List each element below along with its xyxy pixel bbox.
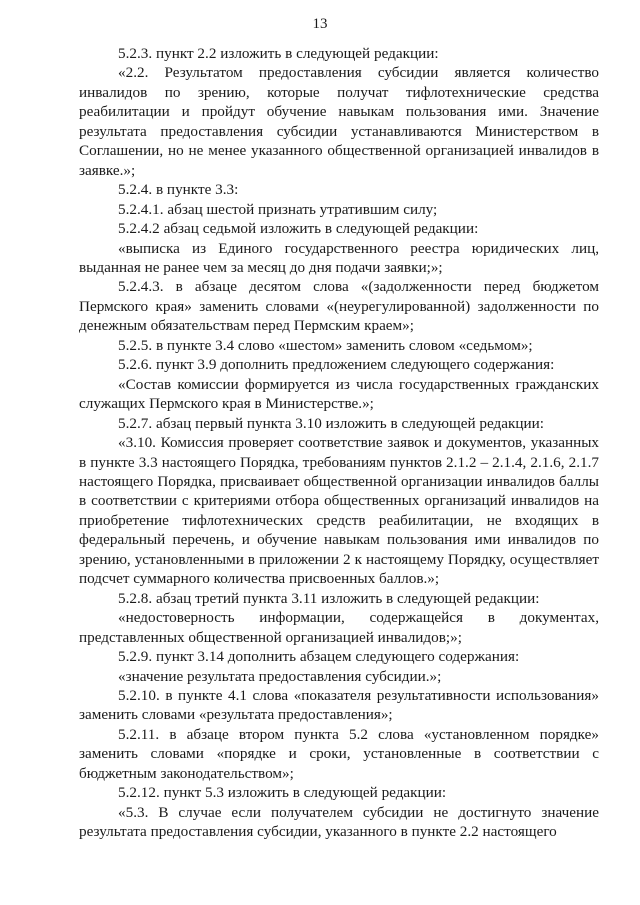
paragraph: 5.2.3. пункт 2.2 изложить в следующей редакции: <box>118 45 439 62</box>
paragraph: «выписка из Единого государственного реестра юридических лиц, выданная не ранее чем за месяц до дня подачи заявки;»; <box>79 239 599 276</box>
page-number: 13 <box>312 16 328 32</box>
paragraph: «2.2. Результатом предоставления субсидии является количество инвалидов по зрению, которые получат тифлотехнические средства реабилитации и пройдут обучение навыкам пользования ими. Значение результата предоставления субсидии устанавливаются Министерством в Соглашении, но не менее указанного общественной организацией инвалидов в заявке.»; <box>79 64 599 179</box>
paragraph: 5.2.4.1. абзац шестой признать утратившим силу; <box>118 200 438 218</box>
paragraph: 5.2.9. пункт 3.14 дополнить абзацем следующего содержания: <box>118 648 520 666</box>
paragraph: 5.2.7. абзац первый пункта 3.10 изложить в следующей редакции: <box>118 414 544 432</box>
paragraph: 5.2.11. в абзаце втором пункта 5.2 слова «установленном порядке» заменить словами «порядке и сроки, установленные в соответствии с бюджетным законодательством»; <box>79 725 599 782</box>
paragraph: 5.2.4. в пункте 3.3: <box>118 181 239 199</box>
paragraph: 5.2.4.2 абзац седьмой изложить в следующей редакции: <box>118 220 479 238</box>
document-body <box>79 44 599 842</box>
paragraph: 5.2.4.3. в абзаце десятом слова «(задолженности перед бюджетом Пермского края» заменить словами «(неурегулированной) задолженности по денежным обязательствам перед Пермским краем»; <box>79 278 599 335</box>
paragraph: 5.2.6. пункт 3.9 дополнить предложением следующего содержания: <box>118 356 555 374</box>
paragraph: 5.2.8. абзац третий пункта 3.11 изложить в следующей редакции: <box>118 589 540 607</box>
paragraph: «3.10. Комиссия проверяет соответствие заявок и документов, указанных в пункте 3.3 настоящего Порядка, требованиям пунктов 2.1.2 – 2.1.4, 2.1.6, 2.1.7 настоящего Порядка, присваивает общественной организации инвалидов баллы в соответствии с критериями отбора общественных организаций инвалидов на приобретение тифлотехнических средств реабилитации, не входящих в федеральный перечень, и обучение навыкам пользования ими инвалидов по зрению, установленными в приложении 2 к настоящему Порядку, осуществляет подсчет суммарного количества присвоенных баллов.»; <box>79 434 599 588</box>
paragraph: 5.2.12. пункт 5.3 изложить в следующей редакции: <box>118 784 447 802</box>
paragraph: «недостоверность информации, содержащейся в документах, представленных общественной организацией инвалидов;»; <box>79 609 599 646</box>
paragraph: 5.2.5. в пункте 3.4 слово «шестом» заменить словом «седьмом»; <box>118 336 533 354</box>
paragraph: «5.3. В случае если получателем субсидии не достигнуто значение результата предоставления субсидии, указанного в пункте 2.2 настоящего <box>79 803 599 841</box>
paragraph: «значение результата предоставления субсидии.»; <box>118 667 442 685</box>
paragraph: «Состав комиссии формируется из числа государственных гражданских служащих Пермского края в Министерстве.»; <box>79 375 599 413</box>
paragraph: 5.2.10. в пункте 4.1 слова «показателя результативности использования» заменить словами «результата предоставления»; <box>79 686 599 724</box>
